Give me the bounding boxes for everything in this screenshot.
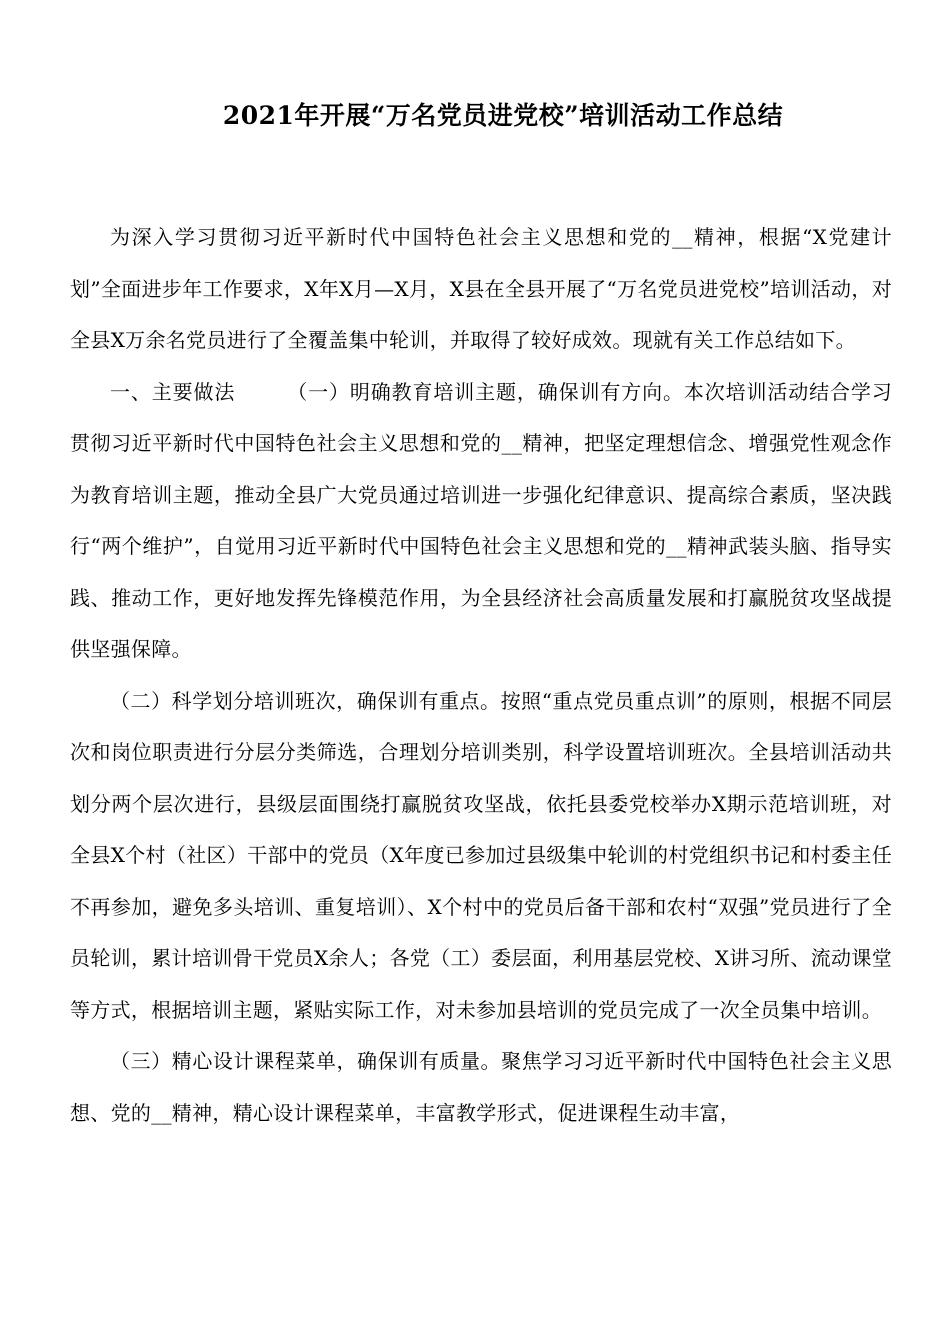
section-2-paragraph: （二）科学划分培训班次，确保训有重点。按照“重点党员重点训”的原则，根据不同层次和岗位职责进行分层分类筛选，合理划分培训类别，科学设置培训班次。全县培训活动共划分两个层次进行，县级层面围绕打赢脱贫攻坚战，依托县委党校举办X期示范培训班，对全县X个村（社区）干部中的党员（X年度已参加过县级集中轮训的村党组织书记和村委主任不再参加，避免多头培训、重复培训）、X个村中的党员后备干部和农村“双强”党员进行了全员轮训，累计培训骨干党员X余人；各党（工）委层面，利用基层党校、X讲习所、流动课堂等方式，根据培训主题，紧贴实际工作，对未参加县培训的党员完成了一次全员集中培训。 <box>70 688 892 1022</box>
section-heading: 一、主要做法 <box>110 379 236 404</box>
section-1-paragraph <box>70 367 892 676</box>
section-3-paragraph: （三）精心设计课程菜单，确保训有质量。聚焦学习习近平新时代中国特色社会主义思想、党的__精神，精心设计课程菜单，丰富教学形式，促进课程生动丰富， <box>70 1049 892 1125</box>
section-1-text: （一）明确教育培训主题，确保训有方向。本次培训活动结合学习贯彻习近平新时代中国特色社会主义思想和党的__精神，把坚定理想信念、增强党性观念作为教育培训主题，推动全县广大党员通过培训进一步强化纪律意识、提高综合素质，坚决践行“两个维护”，自觉用习近平新时代中国特色社会主义思想和党的__精神武装头脑、指导实践、推动工作，更好地发挥先锋模范作用，为全县经济社会高质量发展和打赢脱贫攻坚战提供坚强保障。 <box>70 379 892 661</box>
document-title: 2021年开展“万名党员进党校”培训活动工作总结 <box>222 101 784 130</box>
document-body <box>70 212 892 1139</box>
intro-paragraph: 为深入学习贯彻习近平新时代中国特色社会主义思想和党的__精神，根据“X党建计划”全面进步年工作要求，X年X月—X月，X县在全县开展了“万名党员进党校”培训活动，对全县X万余名党员进行了全覆盖集中轮训，并取得了较好成效。现就有关工作总结如下。 <box>70 225 892 352</box>
